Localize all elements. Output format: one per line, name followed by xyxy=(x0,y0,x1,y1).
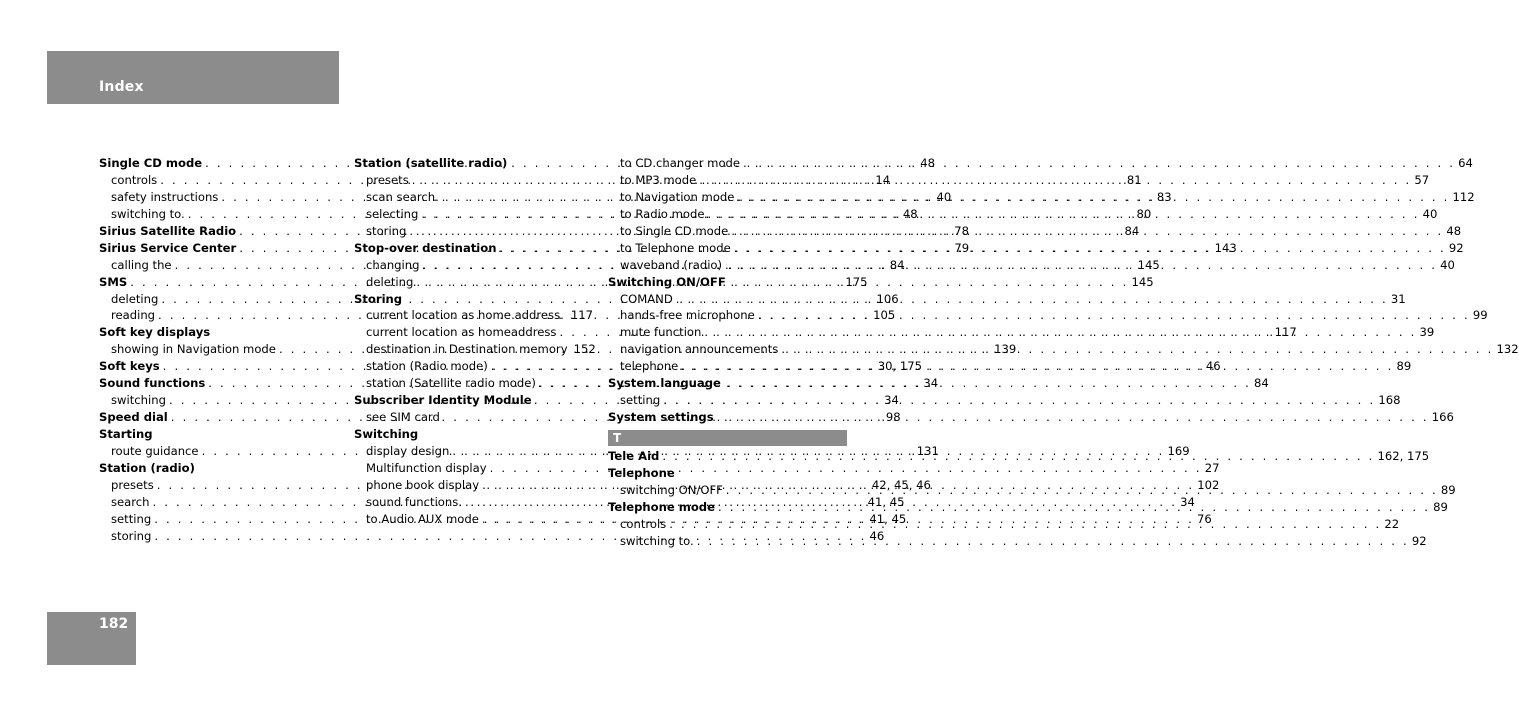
page-reference: 34 xyxy=(884,393,899,408)
page-reference: 168 xyxy=(1378,393,1401,408)
page-reference: 169 xyxy=(1167,443,1190,458)
entry-label: selecting xyxy=(366,206,419,221)
page-reference: 48 xyxy=(920,156,936,170)
page-title: Index xyxy=(99,79,144,95)
entry-label: reading xyxy=(111,308,156,323)
entry-label: Speed dial xyxy=(99,410,168,425)
index-subentry xyxy=(354,307,593,324)
page-reference: 139 xyxy=(994,342,1017,357)
page-reference: 89 xyxy=(1433,499,1448,514)
entry-label: deleting xyxy=(366,274,414,289)
entry-label: station (Satellite radio mode) xyxy=(366,376,536,391)
entry-label: to CD changer mode xyxy=(620,156,741,170)
entry-label: to Telephone mode xyxy=(620,240,731,255)
page-reference: 40 xyxy=(1422,206,1438,221)
index-entry xyxy=(354,291,593,308)
page-reference: 83 xyxy=(1156,189,1172,204)
leader-dots xyxy=(699,172,1411,189)
entry-label: display design xyxy=(366,443,450,458)
page-reference: 40 xyxy=(936,189,952,204)
page-reference: 57 xyxy=(1414,172,1430,187)
page-reference: 102 xyxy=(1197,477,1220,492)
leader-dots xyxy=(567,307,568,324)
entry-label: switching ON/OFF xyxy=(620,482,723,497)
page-number-tab xyxy=(47,612,136,665)
page-reference: 76 xyxy=(1197,511,1212,526)
leader-dots xyxy=(758,307,1470,324)
entry-label: switching to. xyxy=(620,533,694,548)
index-entry xyxy=(99,460,338,477)
page-reference: 42, 45, 46 xyxy=(871,477,931,492)
entry-label: changing xyxy=(366,257,420,272)
page-reference: 81 xyxy=(1126,172,1142,187)
page-reference: 39 xyxy=(1419,325,1435,340)
entry-label: presets xyxy=(111,477,154,492)
entry-label: safety instructions xyxy=(111,189,219,204)
entry-label: phone book display xyxy=(366,477,480,492)
index-subentry xyxy=(354,341,596,358)
entry-label: storing xyxy=(111,528,152,543)
page-reference: 145 xyxy=(1131,274,1154,289)
page-reference: 34 xyxy=(923,376,939,391)
leader-dots xyxy=(662,448,1374,465)
entry-label: waveband (radio) xyxy=(620,257,723,272)
entry-label: sound functions. xyxy=(366,494,462,509)
index-entry xyxy=(99,426,338,443)
page-reference: 112 xyxy=(1452,189,1475,204)
page-reference: 89 xyxy=(1396,359,1412,374)
entry-label: Single CD mode xyxy=(99,156,203,170)
section-letter-bar: T xyxy=(608,430,847,446)
page-reference: 40 xyxy=(1440,257,1455,272)
page-reference: 132 xyxy=(1496,342,1519,357)
page-reference: 34 xyxy=(1180,494,1195,509)
entry-label: Subscriber Identity Module xyxy=(354,393,532,408)
entry-label: Station (radio) xyxy=(99,460,195,475)
entry-label: to MP3 mode xyxy=(620,172,697,187)
page-reference: 48 xyxy=(1446,223,1462,238)
leader-dots xyxy=(718,499,1430,516)
entry-label: mute function xyxy=(620,325,702,340)
leader-dots xyxy=(726,482,1438,499)
entry-label: presets xyxy=(366,172,409,187)
entry-label: deleting xyxy=(111,291,159,306)
entry-label: to Audio AUX mode xyxy=(366,511,479,526)
page-reference: 22 xyxy=(1384,516,1400,531)
index-subentry xyxy=(354,409,593,426)
entry-label: destination in Destination memory xyxy=(366,342,568,357)
page-reference: 145 xyxy=(1137,257,1160,272)
page-reference: 84 xyxy=(1254,376,1269,391)
page-reference: 98 xyxy=(885,410,901,425)
entry-label: Telephone xyxy=(608,465,675,480)
entry-label: Tele Aid xyxy=(608,449,660,463)
page-reference: 41, 45 xyxy=(867,494,905,509)
entry-label: Starting xyxy=(99,427,153,441)
entry-label: Station (satellite radio) xyxy=(354,156,508,170)
index-entry xyxy=(608,375,847,392)
entry-label: Stop-over destination xyxy=(354,240,497,255)
entry-label: Sound functions xyxy=(99,376,206,391)
page-reference: 162, 175 xyxy=(1377,449,1430,463)
entry-label: to Radio mode xyxy=(620,206,705,221)
page-reference: 46 xyxy=(1205,359,1221,374)
page-reference: 92 xyxy=(1411,533,1427,548)
page-reference: 89 xyxy=(1440,482,1456,497)
entry-label: current location as homeaddress xyxy=(366,325,557,340)
leader-dots xyxy=(676,291,1388,308)
entry-label: switching to. xyxy=(111,206,185,221)
entry-label: Switching ON/OFF xyxy=(608,274,726,289)
page-reference: 64 xyxy=(1458,156,1473,170)
page-reference: 175 xyxy=(845,274,868,289)
entry-label: scan search. xyxy=(366,189,439,204)
page-reference: 41, 45 xyxy=(869,511,907,526)
page-reference: 48 xyxy=(902,206,918,221)
leader-dots xyxy=(717,409,1429,426)
entry-label: calling the xyxy=(111,257,172,272)
page-reference: 166 xyxy=(1431,410,1454,425)
entry-label: setting xyxy=(111,511,152,526)
index-entry xyxy=(608,465,847,482)
entry-label: to Navigation mode xyxy=(620,189,735,204)
page-reference: 84 xyxy=(889,257,905,272)
index-entry xyxy=(608,274,847,291)
page-reference: 14 xyxy=(875,172,891,187)
entry-label: see SIM card xyxy=(366,410,440,425)
page-reference: 99 xyxy=(1472,308,1488,323)
page-reference: 117 xyxy=(570,308,593,323)
leader-dots xyxy=(731,223,1443,240)
entry-label: controls xyxy=(620,516,667,531)
entry-label: System settings xyxy=(608,410,714,425)
leader-dots xyxy=(734,240,1446,257)
page-reference: 105 xyxy=(873,308,896,323)
entry-label: Soft keys xyxy=(99,359,160,374)
entry-label: Telephone mode xyxy=(608,499,715,514)
entry-label: to Single CD mode xyxy=(620,223,729,238)
entry-label: Sirius Satellite Radio xyxy=(99,223,237,238)
page-reference: 106 xyxy=(876,291,899,306)
entry-label: System language xyxy=(608,376,721,391)
leader-dots xyxy=(669,516,1381,533)
index-entry xyxy=(354,392,593,409)
entry-label: route guidance xyxy=(111,443,199,458)
leader-dots xyxy=(681,358,1393,375)
page-reference: 143 xyxy=(1214,240,1237,255)
entry-label: telephone xyxy=(620,359,679,374)
leader-dots xyxy=(704,324,1416,341)
header-tab xyxy=(47,51,339,104)
leader-dots xyxy=(663,392,1375,409)
entry-label: Sirius Service Center xyxy=(99,240,237,255)
entry-label: controls xyxy=(111,172,158,187)
entry-label: current location as home address. xyxy=(366,308,564,323)
index-entry xyxy=(354,155,593,172)
entry-label: setting xyxy=(620,393,661,408)
entry-label: Storing xyxy=(354,291,403,306)
index-entry xyxy=(99,324,338,341)
index-entry xyxy=(354,426,593,443)
entry-label: station (Radio mode) xyxy=(366,359,488,374)
entry-label: hands-free microphone xyxy=(620,308,755,323)
page-reference: 117 xyxy=(1274,325,1297,340)
page-reference: 46 xyxy=(869,528,885,543)
page-reference: 92 xyxy=(1448,240,1464,255)
leader-dots xyxy=(707,206,1419,223)
page-reference: 30, 175 xyxy=(877,359,923,374)
leader-dots xyxy=(697,533,1409,550)
entry-label: navigation announcements xyxy=(620,342,779,357)
page-reference: 80 xyxy=(1136,206,1152,221)
entry-label: Multifunction display xyxy=(366,460,487,475)
page-reference: 78 xyxy=(954,223,970,238)
entry-label: showing in Navigation mode xyxy=(111,342,276,357)
page-number: 182 xyxy=(99,616,129,632)
entry-label: storing xyxy=(366,223,407,238)
page-reference: 31 xyxy=(1390,291,1406,306)
leader-dots xyxy=(781,341,1493,358)
page-reference: 131 xyxy=(916,443,939,458)
entry-label: search xyxy=(111,494,150,509)
entry-label: Soft key displays xyxy=(99,325,211,340)
page-reference: 152 xyxy=(573,342,596,357)
entry-label: Switching xyxy=(354,427,419,441)
entry-label: COMAND xyxy=(620,291,673,306)
leader-dots xyxy=(743,155,1455,172)
page-reference: 27 xyxy=(1204,460,1220,475)
page-reference: 84 xyxy=(1124,223,1140,238)
entry-label: switching xyxy=(111,393,166,408)
page-reference: 79 xyxy=(954,240,970,255)
leader-dots xyxy=(737,189,1449,206)
entry-label: SMS xyxy=(99,274,128,289)
leader-dots xyxy=(725,257,1437,274)
